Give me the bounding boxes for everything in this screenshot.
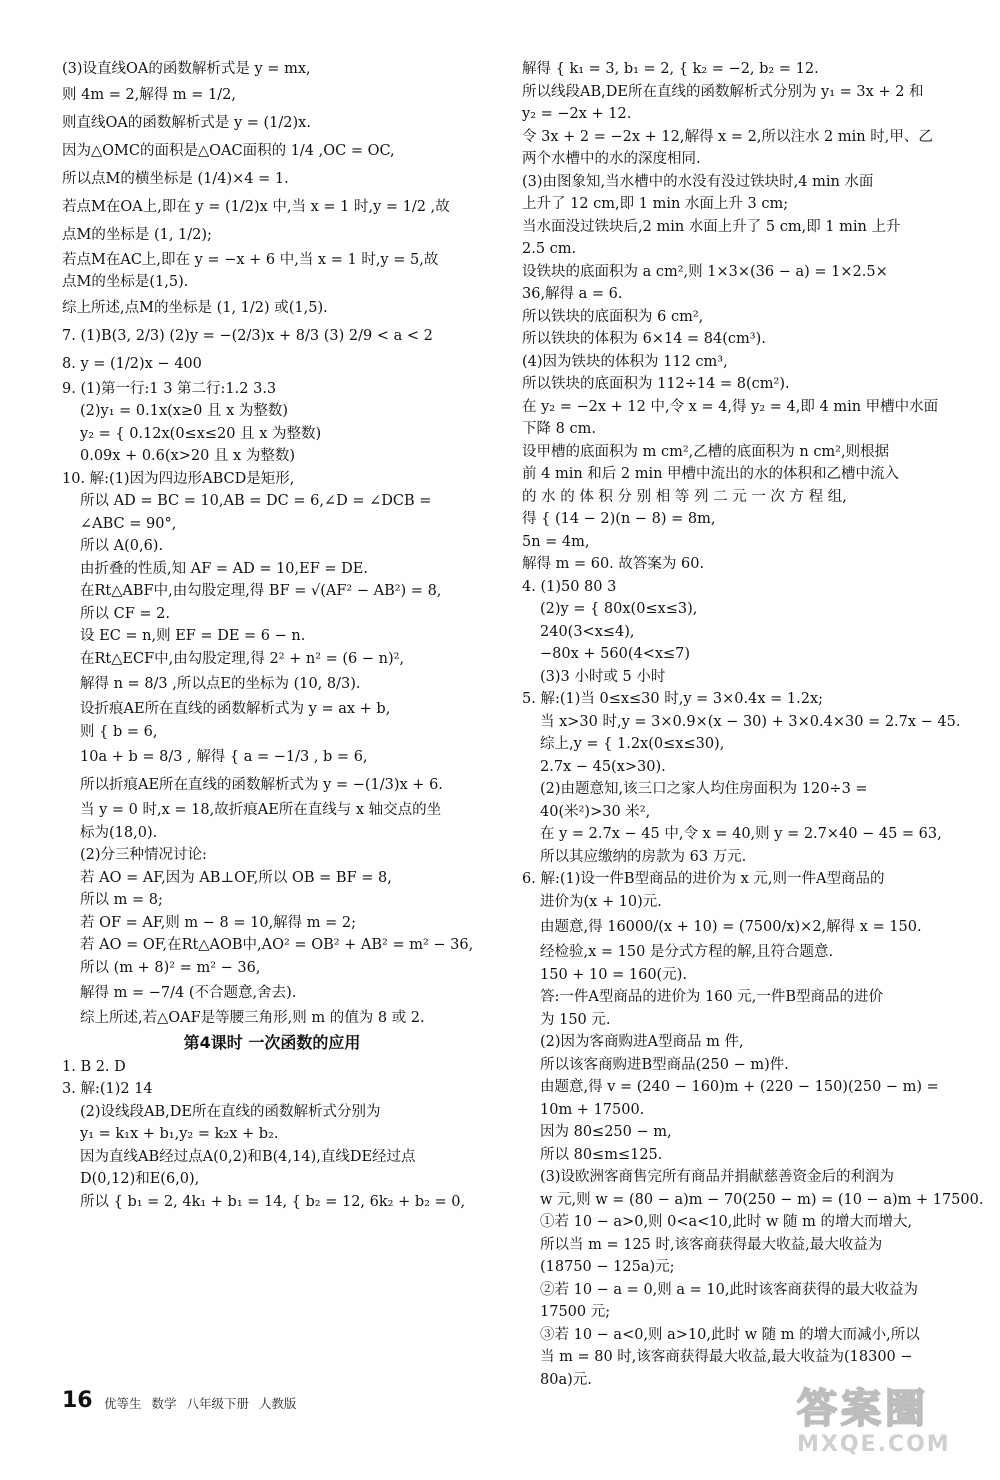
answer-9: 9. (1)第一行:1 3 第二行:1.2 3.3	[62, 380, 277, 397]
text-line: −80x + 560(4<x≤7)	[540, 646, 691, 662]
text-line: 点M的坐标是(1,5).	[62, 274, 189, 290]
text-line: (2)y₁ = 0.1x(x≥0 且 x 为整数)	[80, 403, 289, 419]
text-line: 当 x>30 时,y = 3×0.9×(x − 30) + 3×0.4×30 = 2.7x − 45.	[540, 713, 961, 730]
answer-10: 10. 解:(1)因为四边形ABCD是矩形,	[62, 470, 295, 487]
text-line: 17500 元;	[540, 1304, 611, 1320]
page-number: 16	[62, 1388, 93, 1413]
text-line: 得 { (14 − 2)(n − 8) = 8m,	[522, 511, 716, 527]
text-line: 10m + 17500.	[540, 1101, 645, 1118]
text-line: 因为 80≤250 − m,	[540, 1124, 672, 1140]
text-line: 所以线段AB,DE所在直线的函数解析式分别为 y₁ = 3x + 2 和	[522, 83, 924, 100]
left-column	[62, 58, 482, 1213]
text-line: 若 AO = AF,因为 AB⊥OF,所以 OB = BF = 8,	[80, 869, 392, 886]
text-line: 36,解得 a = 6.	[522, 286, 623, 302]
right-column	[522, 58, 984, 1391]
watermark-url: MXQE.COM	[797, 1432, 951, 1457]
text-line: y₂ = −2x + 12.	[522, 106, 632, 122]
text-line: w 元,则 w = (80 − a)m − 70(250 − m) = (10 − a)m + 17500.	[540, 1191, 984, 1208]
text-line: 综上,y = { 1.2x(0≤x≤30),	[540, 736, 725, 752]
text-line: 所以铁块的底面积为 112÷14 = 8(cm²).	[522, 376, 790, 392]
text-line: (2)分三种情况讨论:	[80, 847, 207, 863]
answer-6: 6. 解:(1)设一件B型商品的进价为 x 元,则一件A型商品的	[522, 871, 885, 887]
text-line: 150 + 10 = 160(元).	[540, 966, 687, 983]
text-line: 所以 A(0,6).	[80, 538, 164, 554]
text-line: 所以 80≤m≤125.	[540, 1146, 663, 1163]
text-line: 5n = 4m,	[522, 533, 590, 550]
text-line: ①若 10 − a>0,则 0<a<10,此时 w 随 m 的增大而增大,	[540, 1214, 913, 1230]
text-line: 所以 CF = 2.	[80, 605, 170, 622]
text-line: 40(米²)>30 米²,	[540, 803, 651, 820]
text-line: 2.7x − 45(x>30).	[540, 758, 666, 775]
text-line: 上升了 12 cm,即 1 min 水面上升 3 cm;	[522, 196, 789, 212]
text-line: 所以当 m = 125 时,该客商获得最大收益,最大收益为	[540, 1236, 883, 1253]
text-line: 由题意,得 16000/(x + 10) = (7500/x)×2,解得 x = 150.	[540, 919, 922, 935]
text-line: 综上所述,若△OAF是等腰三角形,则 m 的值为 8 或 2.	[80, 1010, 425, 1026]
text-line: 240(3<x≤4),	[540, 623, 635, 640]
section-title: 第4课时 一次函数的应用	[183, 1032, 361, 1052]
text-line: 若点M在AC上,即在 y = −x + 6 中,当 x = 1 时,y = 5,故	[62, 251, 439, 268]
text-line: (18750 − 125a)元;	[540, 1259, 675, 1275]
text-line: 当 y = 0 时,x = 18,故折痕AE所在直线与 x 轴交点的坐	[80, 802, 442, 818]
text-line: y₁ = k₁x + b₁,y₂ = k₂x + b₂.	[80, 1126, 279, 1142]
text-line: 所以 { b₁ = 2, 4k₁ + b₁ = 14, { b₂ = 12, 6k₂ + b₂ = 0,	[80, 1193, 466, 1210]
text-line: 解得 m = −7/4 (不合题意,舍去).	[80, 985, 297, 1001]
answer-5: 5. 解:(1)当 0≤x≤30 时,y = 3×0.4x = 1.2x;	[522, 691, 824, 707]
text-line: 标为(18,0).	[80, 824, 158, 841]
text-line: 设甲槽的底面积为 m cm²,乙槽的底面积为 n cm²,则根据	[522, 443, 890, 460]
text-line: 综上所述,点M的坐标是 (1, 1/2) 或(1,5).	[62, 299, 328, 316]
text-line: (2)y = { 80x(0≤x≤3),	[540, 601, 698, 617]
text-line: 在Rt△ABF中,由勾股定理,得 BF = √(AF² − AB²) = 8,	[80, 583, 442, 599]
text-line: 所以折痕AE所在直线的函数解析式为 y = −(1/3)x + 6.	[80, 777, 443, 793]
text-line: 在 y = 2.7x − 45 中,令 x = 40,则 y = 2.7×40 − 45 = 63,	[540, 826, 942, 842]
text-line: 由折叠的性质,知 AF = AD = 10,EF = DE.	[80, 560, 368, 577]
text-line: 设铁块的底面积为 a cm²,则 1×3×(36 − a) = 1×2.5×	[522, 263, 888, 280]
text-line: 在Rt△ECF中,由勾股定理,得 2² + n² = (6 − n)²,	[80, 650, 405, 667]
text-line: 所以 m = 8;	[80, 892, 163, 908]
text-line: 进价为(x + 10)元.	[540, 893, 662, 910]
text-line: 2.5 cm.	[522, 241, 577, 257]
answer-4: 4. (1)50 80 3	[522, 578, 617, 595]
text-line: 所以点M的横坐标是 (1/4)×4 = 1.	[62, 170, 289, 187]
text-line: 所以该客商购进B型商品(250 − m)件.	[540, 1056, 789, 1073]
answer-7: 7. (1)B(3, 2/3) (2)y = −(2/3)x + 8/3 (3) 2/9 < a < 2	[62, 327, 433, 344]
text-line: 前 4 min 和后 2 min 甲槽中流出的水的体积和乙槽中流入	[522, 466, 900, 482]
answer-8: 8. y = (1/2)x − 400	[62, 355, 202, 372]
text-line: ②若 10 − a = 0,则 a = 10,此时该客商获得的最大收益为	[540, 1281, 918, 1298]
text-line: 经检验,x = 150 是分式方程的解,且符合题意.	[540, 944, 834, 960]
text-line: 由题意,得 v = (240 − 160)m + (220 − 150)(250 − m) =	[540, 1079, 939, 1095]
text-line: 0.09x + 0.6(x>20 且 x 为整数)	[80, 448, 295, 464]
text-line: (2)设线段AB,DE所在直线的函数解析式分别为	[80, 1103, 381, 1120]
text-line: 为 150 元.	[540, 1011, 611, 1028]
text-line: (3)3 小时或 5 小时	[540, 668, 666, 685]
text-line: (2)因为客商购进A型商品 m 件,	[540, 1034, 744, 1050]
text-line: 解得 m = 60. 故答案为 60.	[522, 556, 705, 572]
text-line: 则 4m = 2,解得 m = 1/2,	[62, 86, 236, 103]
text-line: 设 EC = n,则 EF = DE = 6 − n.	[80, 628, 306, 644]
text-line: (4)因为铁块的体积为 112 cm³,	[522, 353, 728, 370]
text-line: 10a + b = 8/3 , 解得 { a = −1/3 , b = 6,	[80, 749, 368, 765]
text-line: 所以铁块的体积为 6×14 = 84(cm³).	[522, 331, 766, 347]
text-line: 所以 AD = BC = 10,AB = DC = 6,∠D = ∠DCB =	[80, 493, 432, 509]
text-line: 解得 { k₁ = 3, b₁ = 2, { k₂ = −2, b₂ = 12.	[522, 61, 819, 77]
text-line: 因为△OMC的面积是△OAC面积的 1/4 ,OC = OC,	[62, 142, 395, 159]
text-line: 当水面没过铁块后,2 min 水面上升了 5 cm,即 1 min 上升	[522, 218, 901, 235]
text-line: 若 AO = OF,在Rt△AOB中,AO² = OB² + AB² = m² − 36,	[80, 937, 474, 953]
text-line: (3)由图象知,当水槽中的水没有没过铁块时,4 min 水面	[522, 173, 874, 190]
watermark-logo	[797, 1386, 972, 1466]
text-line: 解得 n = 8/3 ,所以点E的坐标为 (10, 8/3).	[80, 676, 361, 692]
text-line: 所以 (m + 8)² = m² − 36,	[80, 959, 261, 976]
text-line: ∠ABC = 90°,	[80, 515, 177, 532]
answer-3: 3. 解:(1)2 14	[62, 1081, 153, 1097]
text-line: 所以其应缴纳的房款为 63 万元.	[540, 848, 747, 865]
text-line: 两个水槽中的水的深度相同.	[522, 151, 701, 167]
answer-1-2: 1. B 2. D	[62, 1058, 126, 1075]
text-line: 在 y₂ = −2x + 12 中,令 x = 4,得 y₂ = 4,即 4 min 甲槽中水面	[522, 398, 939, 415]
text-line: (2)由题意知,该三口之家人均住房面积为 120÷3 =	[540, 781, 868, 797]
text-line: 80a)元.	[540, 1371, 592, 1388]
text-line: 答:一件A型商品的进价为 160 元,一件B型商品的进价	[540, 989, 884, 1005]
text-line: 因为直线AB经过点A(0,2)和B(4,14),直线DE经过点	[80, 1148, 416, 1165]
text-line: (3)设直线OA的函数解析式是 y = mx,	[62, 61, 311, 77]
text-line: 则直线OA的函数解析式是 y = (1/2)x.	[62, 114, 311, 131]
text-line: ③若 10 − a<0,则 a>10,此时 w 随 m 的增大而减小,所以	[540, 1326, 920, 1343]
text-line: 若点M在OA上,即在 y = (1/2)x 中,当 x = 1 时,y = 1/2 ,故	[62, 198, 450, 215]
text-line: 点M的坐标是 (1, 1/2);	[62, 226, 212, 243]
text-line: 的 水 的 体 积 分 别 相 等 列 二 元 一 次 方 程 组,	[522, 488, 847, 505]
text-line: (3)设欧洲客商售完所有商品并捐献慈善资金后的利润为	[540, 1169, 895, 1185]
text-line: 当 m = 80 时,该客商获得最大收益,最大收益为(18300 −	[540, 1349, 913, 1365]
text-line: y₂ = { 0.12x(0≤x≤20 且 x 为整数)	[80, 425, 322, 442]
text-line: 若 OF = AF,则 m − 8 = 10,解得 m = 2;	[80, 914, 357, 931]
text-line: D(0,12)和E(6,0),	[80, 1171, 200, 1187]
text-line: 设折痕AE所在直线的函数解析式为 y = ax + b,	[80, 701, 391, 717]
text-line: 下降 8 cm.	[522, 421, 596, 437]
text-line: 所以铁块的底面积为 6 cm²,	[522, 308, 704, 325]
text-line: 则 { b = 6,	[80, 723, 158, 740]
text-line: 令 3x + 2 = −2x + 12,解得 x = 2,所以注水 2 min 时,甲、乙	[522, 128, 933, 145]
footer-book-info: 优等生 数学 八年级下册 人教版	[104, 1396, 297, 1411]
watermark-text: 答案圈	[797, 1386, 929, 1432]
